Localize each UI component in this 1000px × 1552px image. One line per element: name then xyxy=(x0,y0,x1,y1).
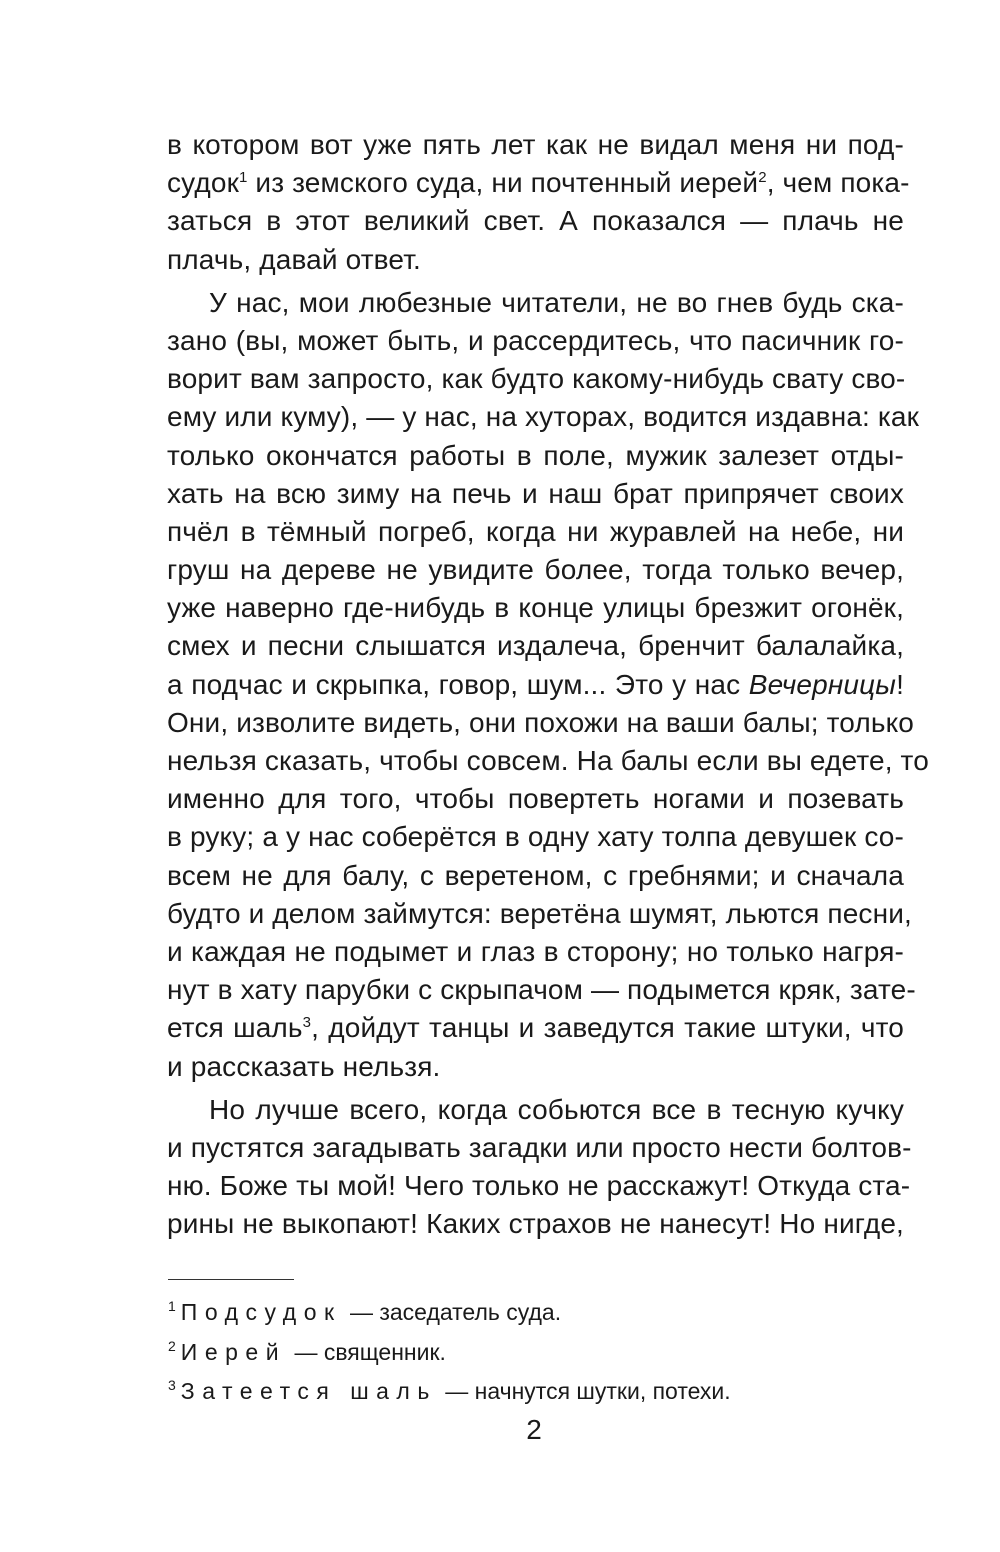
paragraph-1 xyxy=(167,126,910,279)
text-line: нут в хату парубки с скрыпачом — подымется кряк, зате- xyxy=(167,974,916,1006)
text-line: и каждая не подымет и глаз в сторону; но только нагря- xyxy=(167,935,904,967)
footnote-1 xyxy=(168,1290,900,1330)
text-line: ется шаль$^3$, дойдут танцы и заведутся такие штуки, что xyxy=(167,1012,905,1044)
emphasis-vechernitsy: Вечерницы xyxy=(748,668,897,700)
footnote-ref-2[interactable]: 2 xyxy=(758,169,767,187)
text-line: Но лучше всего, когда собьются все в тесную кучку xyxy=(209,1093,904,1125)
paragraph-2 xyxy=(167,284,929,1086)
text-line: плачь, давай ответ. xyxy=(167,243,421,275)
text-line: ворит вам запросто, как будто какому-нибудь свату сво- xyxy=(167,363,906,395)
text-line: хать на всю зиму на печь и наш брат припрячет своих xyxy=(167,477,904,509)
footnote-number: 3 xyxy=(168,1377,176,1393)
footnote-number: 2 xyxy=(168,1337,176,1354)
footnote-term: Подсудок xyxy=(180,1299,342,1325)
text-line: ню. Боже ты мой! Чего только не расскажут! Откуда ста- xyxy=(167,1170,911,1202)
footnote-definition: — заседатель суда. xyxy=(349,1299,562,1325)
text-line: Они, изволите видеть, они похожи на ваши балы; только xyxy=(167,706,915,738)
text-line: груш на дереве не увидите более, тогда только вечер, xyxy=(167,554,904,586)
footnote-2 xyxy=(168,1330,900,1370)
footnote-definition: — начнутся шутки, потехи. xyxy=(445,1378,731,1404)
text-line: только окончатся работы в поле, мужик залезет отды- xyxy=(167,439,904,471)
footnote-term: Иерей xyxy=(180,1338,287,1365)
page-number: 2 xyxy=(526,1414,542,1445)
text-line: нельзя сказать, чтобы совсем. На балы если вы едете, то xyxy=(167,745,929,776)
text-line: а подчас и скрыпка, говор, шум... Это у нас Вечерницы! xyxy=(167,668,904,700)
text-line: рины не выкопают! Каких страхов не нанесут! Но нигде, xyxy=(167,1208,904,1240)
text-line: уже наверно где-нибудь в конце улицы брезжит огонёк, xyxy=(167,592,904,624)
text-line: смех и песни слышатся издалеча, бренчит балалайка, xyxy=(167,630,904,662)
text-line: именно для того, чтобы повертеть ногами и позевать xyxy=(167,783,904,815)
footnote-number: 1 xyxy=(168,1298,176,1314)
footnotes xyxy=(168,1290,900,1409)
text-line: судок$^1$ из земского суда, ни почтенный иерей$^2$, чем пока- xyxy=(167,167,910,199)
footnote-ref-1[interactable]: 1 xyxy=(238,169,248,187)
text-line: зано (вы, может быть, и рассердитесь, что пасичник го- xyxy=(167,324,904,356)
paragraph-3 xyxy=(167,1091,912,1244)
text-line: в котором вот уже пять лет как не видал меня ни под- xyxy=(167,129,904,160)
footnote-term: Затеется шаль xyxy=(180,1378,437,1404)
text-line: и пустятся загадывать загадки или просто нести болтов- xyxy=(167,1131,912,1163)
text-line: будто и делом займутся: веретёна шумят, льются песни, xyxy=(167,897,912,929)
main-text xyxy=(167,126,929,1243)
text-line: ему или куму), — у нас, на хуторах, водится издавна: как xyxy=(167,401,920,433)
text-line: в руку; а у нас соберётся в одну хату толпа девушек со- xyxy=(167,821,904,853)
text-line: У нас, мои любезные читатели, не во гнев будь ска- xyxy=(209,286,904,318)
text-line: всем не для балу, с веретеном, с гребнями; и сначала xyxy=(167,859,904,891)
text-line: и рассказать нельзя. xyxy=(167,1050,441,1082)
footnote-3 xyxy=(168,1369,900,1409)
text-line: пчёл в тёмный погреб, когда ни журавлей на небе, ни xyxy=(167,515,904,547)
footnote-separator xyxy=(168,1279,294,1280)
footnote-definition: — священник. xyxy=(294,1338,446,1365)
footnote-ref-3[interactable]: 3 xyxy=(302,1014,312,1032)
text-line: заться в этот великий свет. А показался — плачь не xyxy=(167,205,904,237)
